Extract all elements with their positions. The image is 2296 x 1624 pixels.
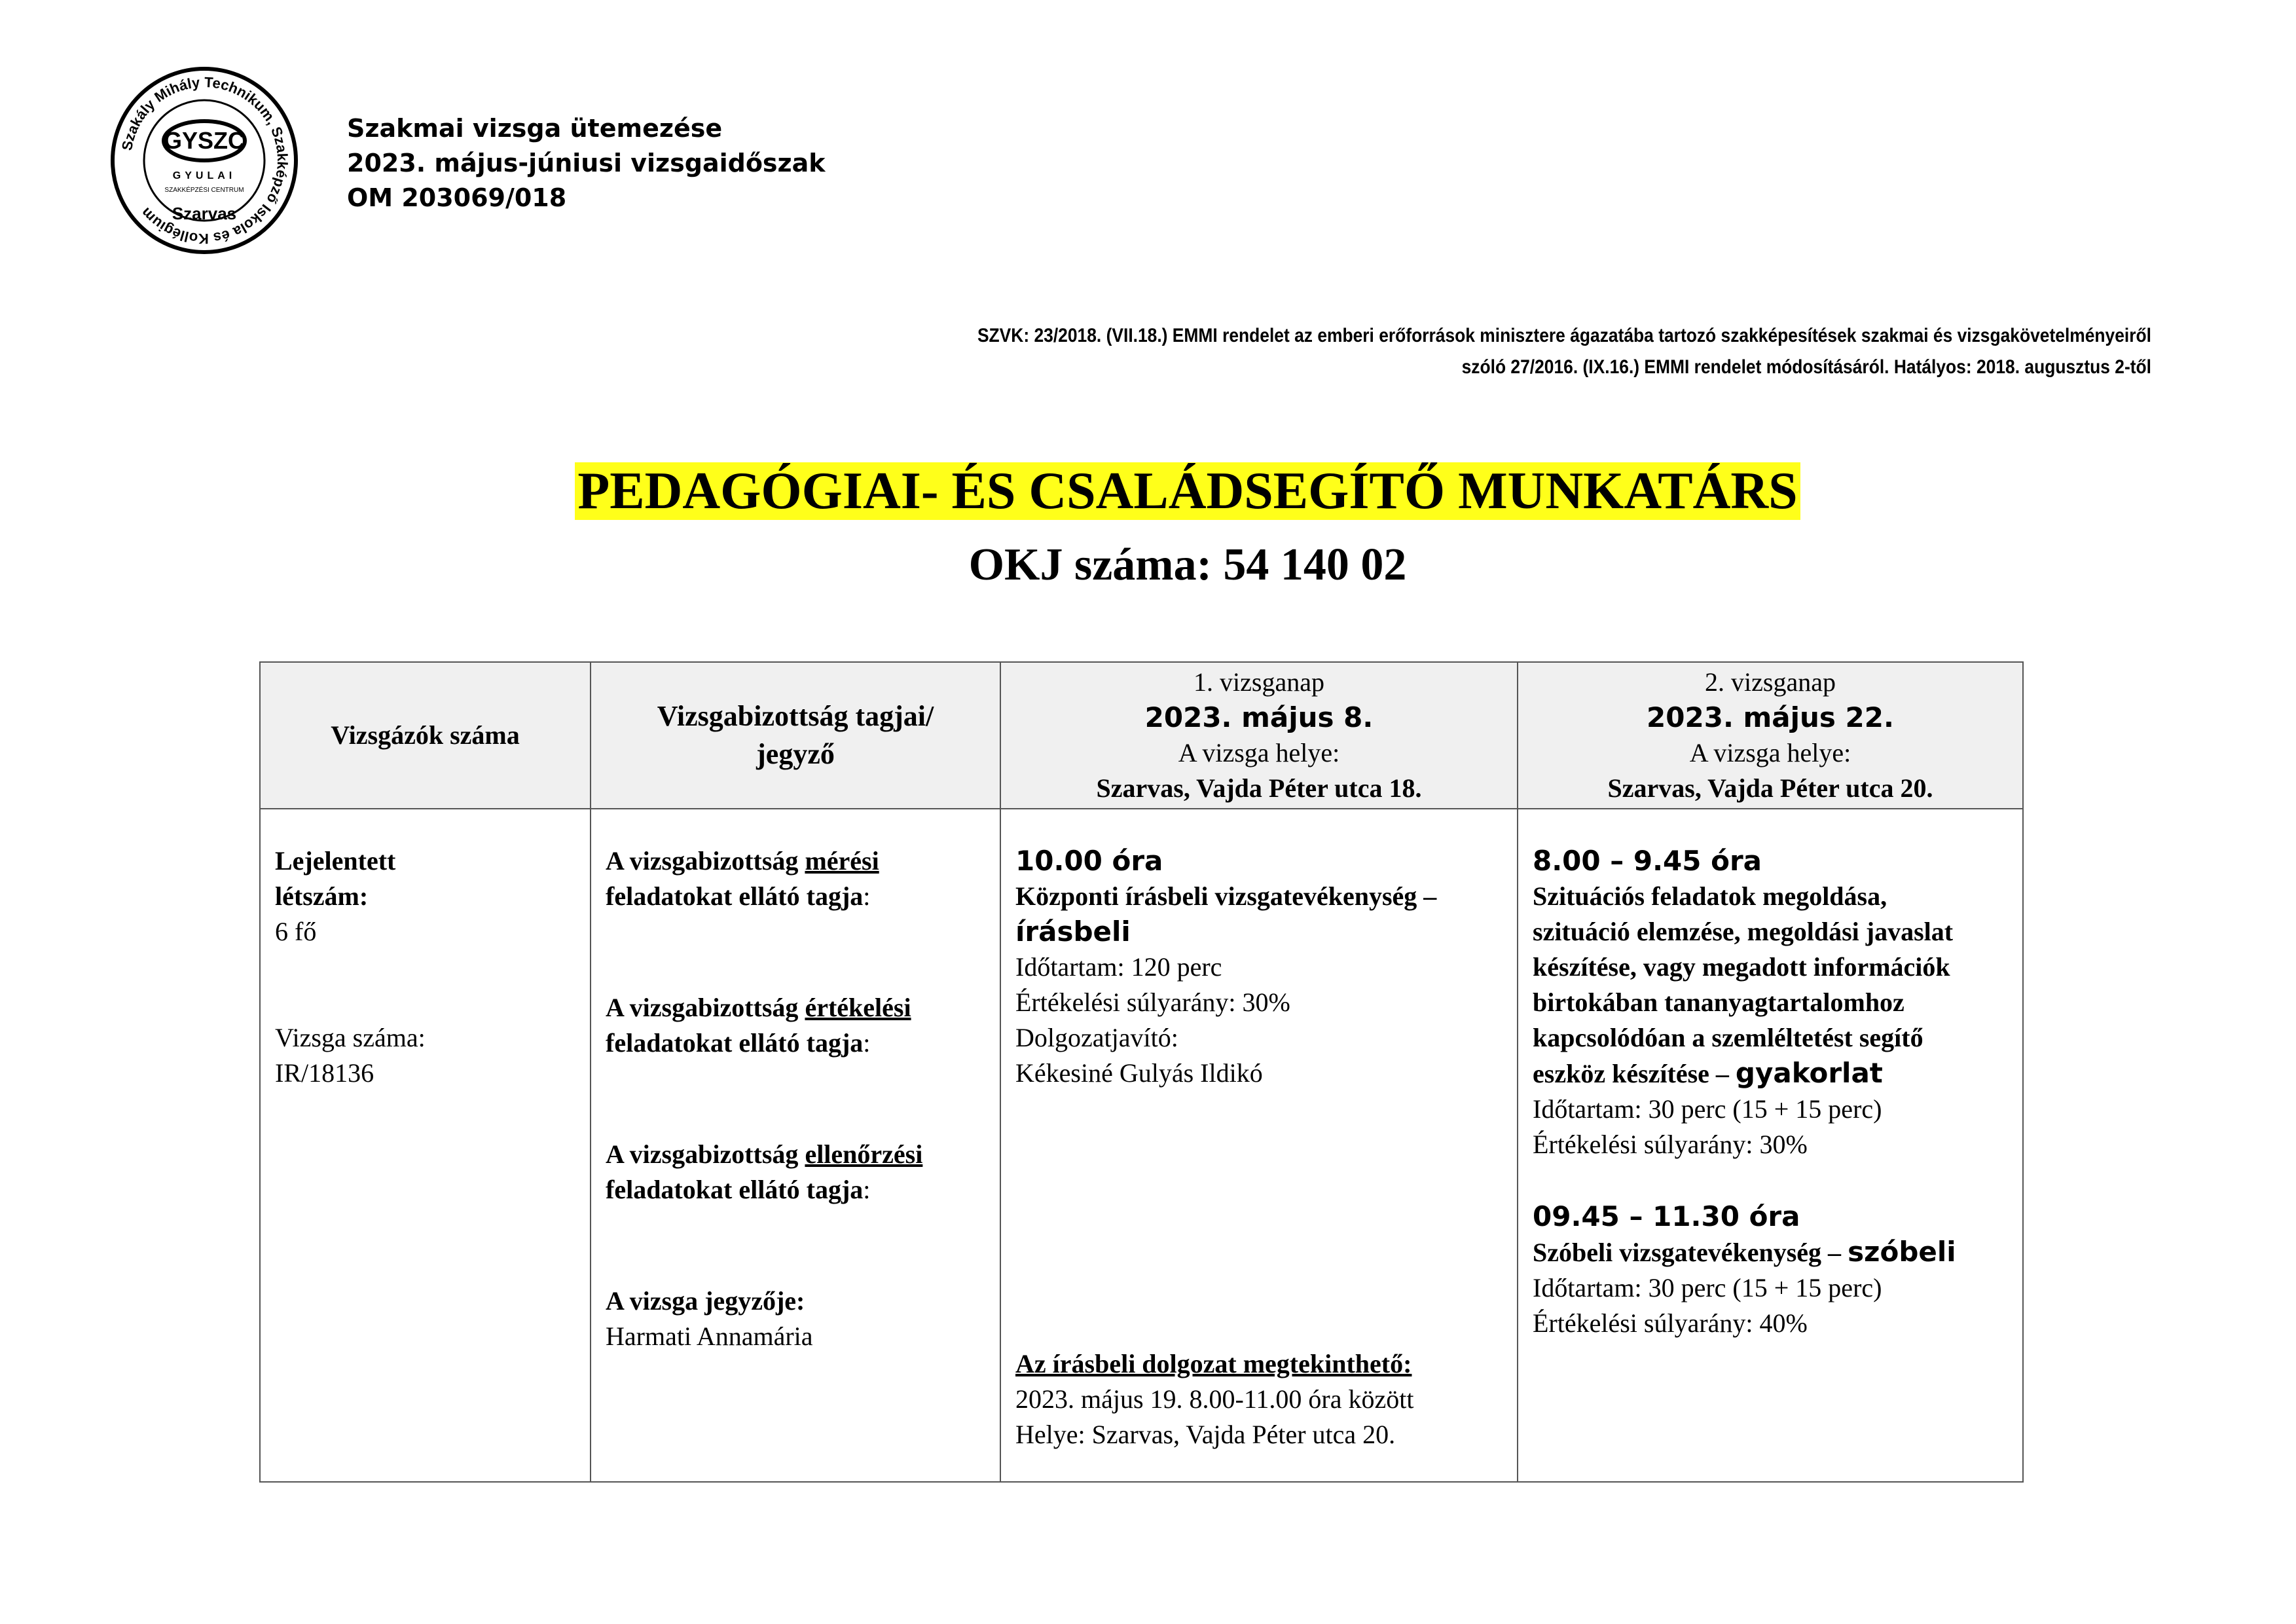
logo-sub2: SZAKKÉPZÉSI CENTRUM <box>164 187 244 194</box>
table-body-row <box>260 809 2023 1482</box>
day-1-time: 10.00 óra <box>1015 845 1163 877</box>
header-committee: Vizsgabizottság tagjai/ jegyző <box>591 662 1000 809</box>
regulation-line-2: szóló 27/2016. (IX.16.) EMMI rendelet módosításáról. Hatályos: 2018. augusztus 2-től <box>1461 356 2151 378</box>
header-day-1: 1. vizsganap 2023. május 8. A vizsga helye: Szarvas, Vajda Péter utca 18. <box>1000 662 1518 809</box>
table-header-row <box>260 662 2023 809</box>
school-logo <box>106 62 302 259</box>
day-2-date: 2023. május 22. <box>1647 701 1894 733</box>
candidate-count: 6 fő <box>275 917 317 946</box>
regulation-line-1: SZVK: 23/2018. (VII.18.) EMMI rendelet az emberi erőforrások minisztere ágazatába tartozó szakképesítések szakmai és vizsgakövetelményeiről <box>977 325 2151 346</box>
clerk-name: Harmati Annamária <box>606 1321 813 1351</box>
corrector-name: Kékesiné Gulyás Ildikó <box>1015 1058 1263 1088</box>
exam-schedule-table <box>259 661 2024 1483</box>
day-2-time-1: 8.00 – 9.45 óra <box>1533 845 1762 877</box>
exam-number: IR/18136 <box>275 1058 374 1088</box>
page-title <box>0 458 2296 524</box>
logo-wordmark: GYSZC <box>163 127 246 154</box>
day-1-cell: 10.00 óra Központi írásbeli vizsgatevékenység – írásbeli Időtartam: 120 perc Értékelési súlyarány: 30% Dolgozatjavító: Kékesiné Gulyás Ildikó Az írásbeli dolgozat megtekinthető: 2023. május 19. 8.00-11.00 óra között Helye: Szarvas, Vajda Péter utca 20. <box>1000 809 1518 1482</box>
org-line-2: 2023. május-júniusi vizsgaidőszak <box>347 149 826 177</box>
org-line-1: Szakmai vizsga ütemezése <box>347 114 723 143</box>
candidates-cell: Lejelentett létszám: 6 fő Vizsga száma: IR/18136 <box>260 809 591 1482</box>
org-header <box>347 111 826 215</box>
regulation-note <box>653 320 2151 383</box>
logo-ring-text: Szakály Mihály Technikum, Szakképző Iskola és Kollégium <box>118 73 291 248</box>
logo-city: Szarvas <box>172 204 237 223</box>
committee-cell: A vizsgabizottság mérési feladatokat ellátó tagja: A vizsgabizottság értékelési feladatokat ellátó tagja: A vizsgabizottság ellenőrzési feladatokat ellátó tagja: A vizsga jegyzője: Harmati Annamária <box>591 809 1000 1482</box>
page-title-text: PEDAGÓGIAI- ÉS CSALÁDSEGÍTŐ MUNKATÁRS <box>575 462 1800 520</box>
org-line-3: OM 203069/018 <box>347 183 567 212</box>
day-1-date: 2023. május 8. <box>1144 701 1374 733</box>
header-candidates: Vizsgázók száma <box>260 662 591 809</box>
day-2-cell: 8.00 – 9.45 óra Szituációs feladatok megoldása, szituáció elemzése, megoldási javaslat készítése, vagy megadott információk birtokában tananyagtartalomhoz kapcsolódóan a szemléltetést segítő eszköz készítése – gyakorlat Időtartam: 30 perc (15 + 15 perc) Értékelési súlyarány: 30% 09.45 – 11.30 óra Szóbeli vizsgatevékenység – szóbeli Időtartam: 30 perc (15 + 15 perc) Értékelési súlyarány: 40% <box>1518 809 2023 1482</box>
okj-number: OKJ száma: 54 140 02 <box>968 540 1407 590</box>
day-2-time-2: 09.45 – 11.30 óra <box>1533 1200 1800 1232</box>
header-day-2: 2. vizsganap 2023. május 22. A vizsga helye: Szarvas, Vajda Péter utca 20. <box>1518 662 2023 809</box>
logo-sub: GYULAI <box>172 170 236 181</box>
